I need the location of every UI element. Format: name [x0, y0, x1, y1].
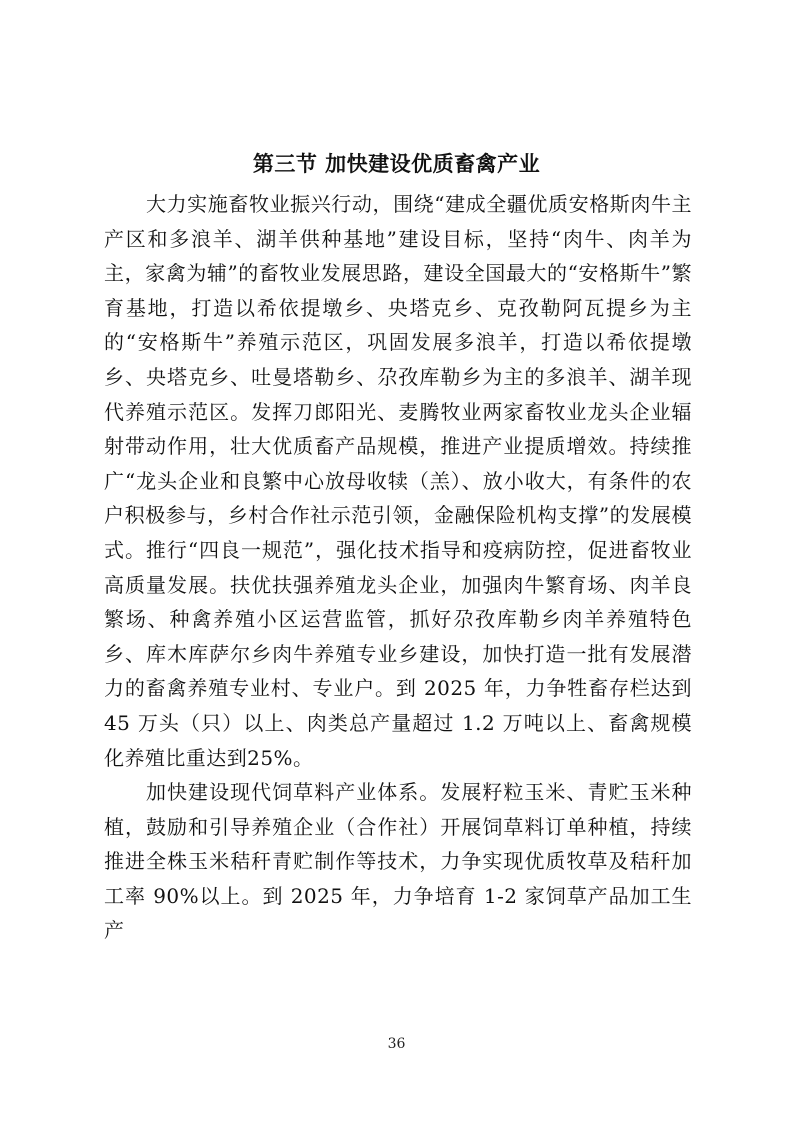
section-title: 第三节 加快建设优质畜禽产业 — [252, 152, 541, 176]
page-number: 36 — [387, 1036, 406, 1052]
body-text — [104, 187, 692, 948]
paragraph-forage-industry: 加快建设现代饲草料产业体系。发展籽粒玉米、青贮玉米种植，鼓励和引导养殖企业（合作社）开展饲草料订单种植，持续推进全株玉米秸秆青贮制作等技术，力争实现优质牧草及秸秆加工率 90%以上。到 2025 年，力争培育 1-2 家饲草产品加工生产 — [104, 780, 692, 943]
paragraph-livestock-revitalization: 大力实施畜牧业振兴行动，围绕“建成全疆优质安格斯肉牛主产区和多浪羊、湖羊供种基地”建设目标，坚持“肉牛、肉羊为主，家禽为辅”的畜牧业发展思路，建设全国最大的“安格斯牛”繁育基地，打造以希依提墩乡、央塔克乡、克孜勒阿瓦提乡为主的“安格斯牛”养殖示范区，巩固发展多浪羊，打造以希依提墩乡、央塔克乡、吐曼塔勒乡、尕孜库勒乡为主的多浪羊、湖羊现代养殖示范区。发挥刀郎阳光、麦腾牧业两家畜牧业龙头企业辐射带动作用，壮大优质畜产品规模，推进产业提质增效。持续推广“龙头企业和良繁中心放母收犊（羔）、放小收大，有条件的农户积极参与，乡村合作社示范引领，金融保险机构支撑”的发展模式。推行“四良一规范”，强化技术指导和疫病防控，促进畜牧业高质量发展。扶优扶强养殖龙头企业，加强肉牛繁育场、肉羊良繁场、种禽养殖小区运营监管，抓好尕孜库勒乡肉羊养殖特色乡、库木库萨尔乡肉牛养殖专业乡建设，加快打造一批有发展潜力的畜禽养殖专业村、专业户。到 2025 年，力争牲畜存栏达到 45 万头（只）以上、肉类总产量超过 1.2 万吨以上、畜禽规模化养殖比重达到25%。 — [104, 192, 692, 770]
